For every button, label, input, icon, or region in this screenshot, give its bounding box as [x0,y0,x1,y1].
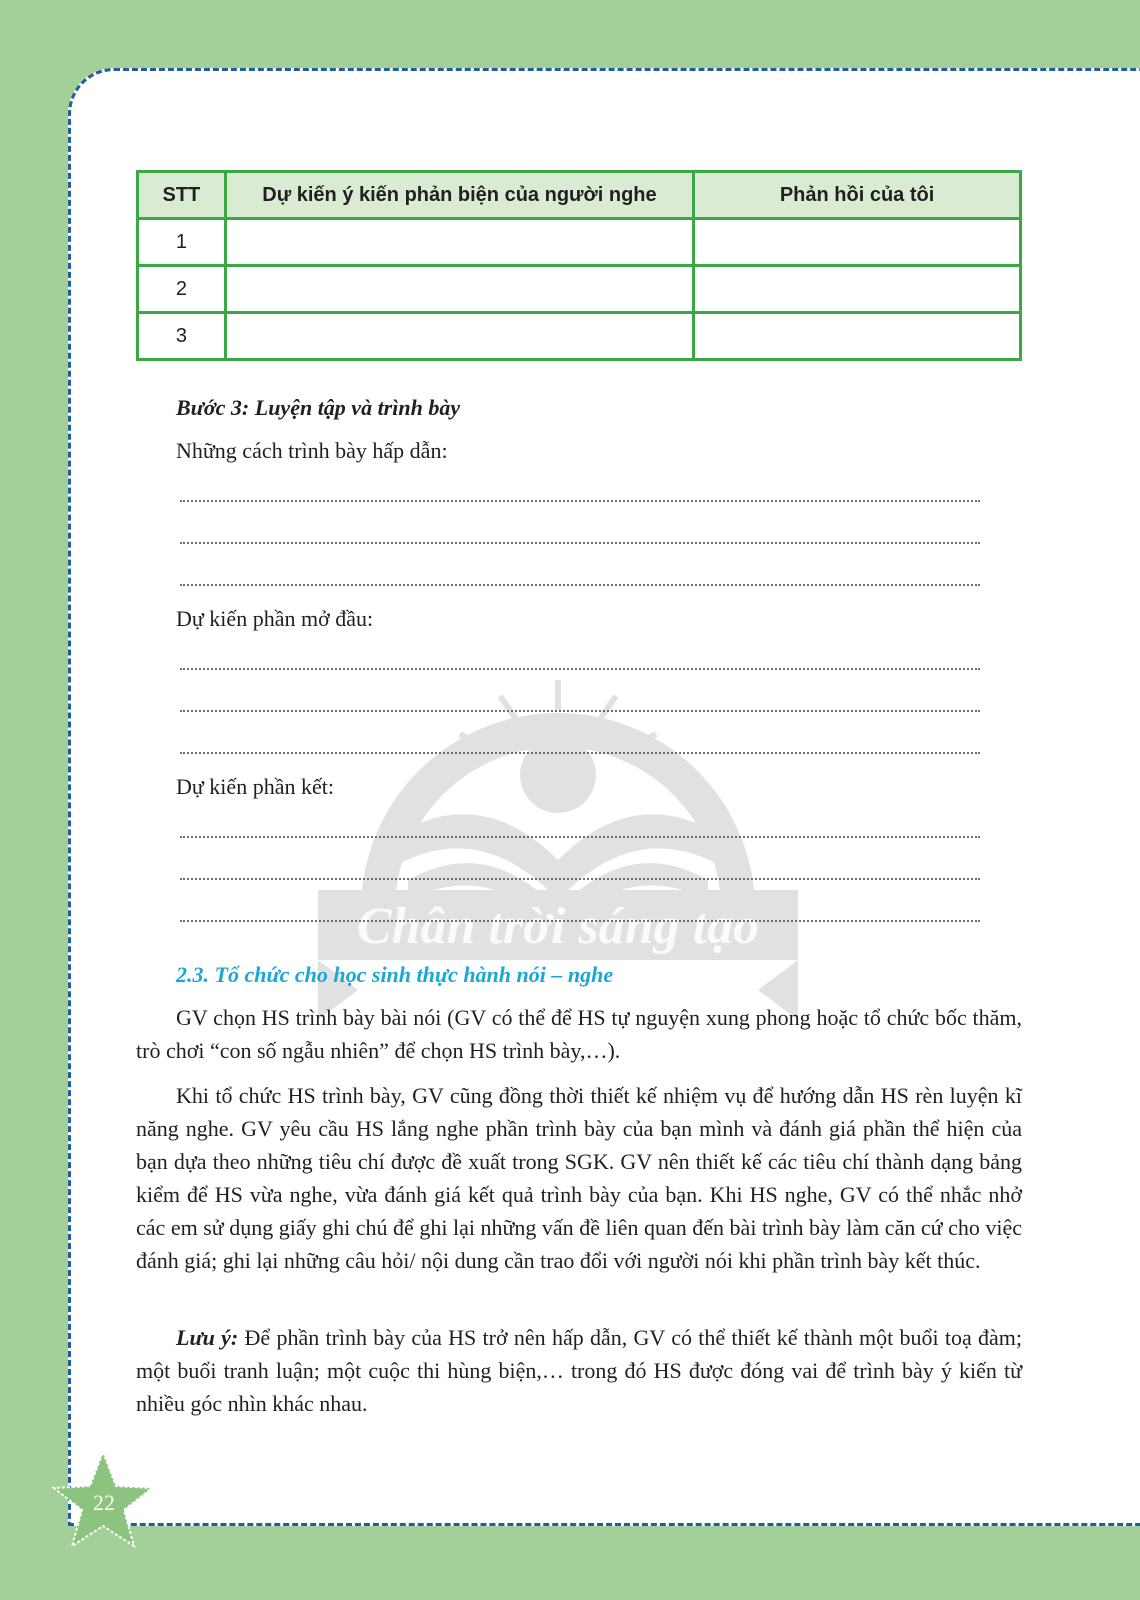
note-paragraph [136,1321,1022,1420]
opinion-cell[interactable] [225,219,693,266]
answer-line[interactable] [180,836,980,838]
response-cell[interactable] [694,219,1021,266]
answer-line[interactable] [180,752,980,754]
opinion-cell[interactable] [225,266,693,313]
paragraph-1 [136,1001,1022,1067]
answer-line[interactable] [180,920,980,922]
attractive-prompt: Những cách trình bày hấp dẫn: [176,438,448,463]
answer-line[interactable] [180,710,980,712]
answer-line[interactable] [180,500,980,502]
header-stt: STT [138,172,226,219]
table-row [138,219,1021,266]
table-row [138,266,1021,313]
feedback-table [136,170,1022,361]
answer-line[interactable] [180,878,980,880]
answer-line[interactable] [180,584,980,586]
section-title: 2.3. Tổ chức cho học sinh thực hành nói – nghe [176,962,614,987]
paragraph-2 [136,1079,1022,1277]
opening-prompt: Dự kiến phần mở đầu: [176,606,374,631]
row-number: 2 [138,266,226,313]
note-label: Lưu ý: [176,1325,239,1350]
answer-line[interactable] [180,668,980,670]
note-text: Để phần trình bày của HS trở nên hấp dẫn, GV có thể thiết kế thành một buổi toạ đàm; một buổi tranh luận; một cuộc thi hùng biện,… trong đó HS được đóng vai để trình bày ý kiến từ nhiều góc nhìn khác nhau. [136,1325,1023,1416]
header-opinion: Dự kiến ý kiến phản biện của người nghe [225,172,693,219]
header-response: Phản hồi của tôi [694,172,1021,219]
row-number: 3 [138,313,226,360]
paragraph-2-text: Khi tổ chức HS trình bày, GV cũng đồng thời thiết kế nhiệm vụ để hướng dẫn HS rèn luyện kĩ năng nghe. GV yêu cầu HS lắng nghe phần trình bày của bạn mình và đánh giá phần thể hiện của bạn dựa theo những tiêu chí được đề xuất trong SGK. GV nên thiết kế các tiêu chí thành dạng bảng kiểm để HS vừa nghe, vừa đánh giá kết quả trình bày của bạn. Khi HS nghe, GV có thể nhắc nhở các em sử dụng giấy ghi chú để ghi lại những vấn đề liên quan đến bài trình bày làm căn cứ cho việc đánh giá; ghi lại những câu hỏi/ nội dung cần trao đổi với người nói khi phần trình bày kết thúc. [136,1083,1022,1273]
paragraph-1-text: GV chọn HS trình bày bài nói (GV có thể để HS tự nguyện xung phong hoặc tổ chức bốc thăm, trò chơi “con số ngẫu nhiên” để chọn HS trình bày,…). [136,1005,1022,1063]
step3-heading: Bước 3: Luyện tập và trình bày [176,395,461,420]
ending-prompt: Dự kiến phần kết: [176,774,334,799]
table-row [138,313,1021,360]
row-number: 1 [138,219,226,266]
answer-line[interactable] [180,542,980,544]
response-cell[interactable] [694,266,1021,313]
opinion-cell[interactable] [225,313,693,360]
response-cell[interactable] [694,313,1021,360]
page-number: 22 [93,1490,115,1515]
watermark-text: Chân trời sáng tạo [356,898,760,955]
table-header-row [138,172,1021,219]
